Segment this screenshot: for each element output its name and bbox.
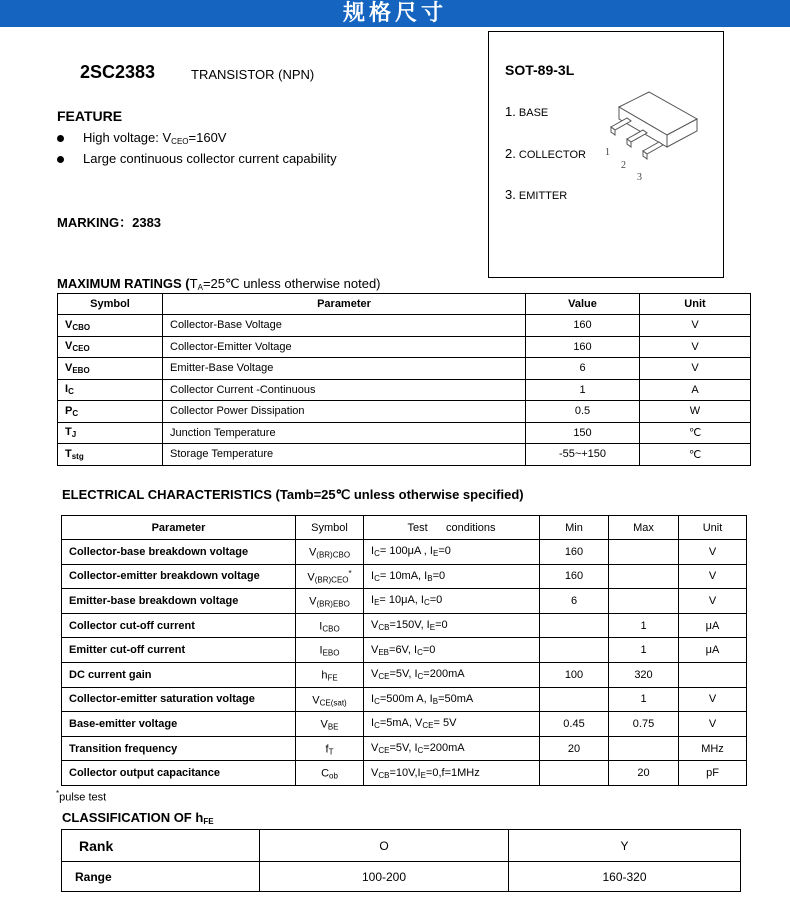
condition-cell: $V_{CB}=10V,I_E=0,f=1MHz$ bbox=[364, 761, 540, 786]
col-header: Symbol bbox=[296, 516, 364, 540]
col-header: Min bbox=[540, 516, 609, 540]
param-cell: Collector-base breakdown voltage bbox=[62, 540, 296, 565]
param-cell: Collector output capacitance bbox=[62, 761, 296, 786]
param-cell: Junction Temperature bbox=[163, 422, 526, 444]
pin-number: 1 bbox=[605, 147, 610, 158]
param-cell: Emitter cut-off current bbox=[62, 638, 296, 663]
symbol-cell: $V_{(BR)CEO}^*$ bbox=[296, 564, 364, 589]
max-ratings-table bbox=[57, 293, 751, 466]
max-cell: 1 bbox=[609, 613, 679, 638]
table-row bbox=[62, 830, 741, 862]
condition-cell: $I_C=5mA$, $V_{CE}= 5V$ bbox=[364, 712, 540, 737]
col-header: Max bbox=[609, 516, 679, 540]
feature-text: Large continuous collector current capability bbox=[83, 151, 337, 166]
value-cell: 160 bbox=[526, 336, 640, 358]
max-cell: 1 bbox=[609, 687, 679, 712]
condition-cell: $V_{CE}=5V$, $I_C=200mA$ bbox=[364, 662, 540, 687]
rank-label: Rank bbox=[62, 830, 260, 862]
symbol-cell: $V_{CE(sat)}$ bbox=[296, 687, 364, 712]
max-cell: 1 bbox=[609, 638, 679, 663]
symbol-cell: $V_{CBO}$ bbox=[58, 315, 163, 337]
symbol-cell: $I_{CBO}$ bbox=[296, 613, 364, 638]
table-row bbox=[58, 315, 751, 337]
unit-cell bbox=[679, 662, 747, 687]
unit-cell: V bbox=[679, 589, 747, 614]
unit-cell: V bbox=[679, 564, 747, 589]
table-row bbox=[62, 687, 747, 712]
symbol-cell: $T_J$ bbox=[58, 422, 163, 444]
param-cell: Collector-emitter saturation voltage bbox=[62, 687, 296, 712]
pin-label: 2. COLLECTOR bbox=[505, 146, 586, 161]
min-cell: 20 bbox=[540, 736, 609, 761]
unit-cell: ℃ bbox=[640, 422, 751, 444]
unit-cell: V bbox=[679, 540, 747, 565]
table-header-row bbox=[58, 294, 751, 315]
unit-cell: V bbox=[640, 315, 751, 337]
electrical-title: ELECTRICAL CHARACTERISTICS (Tamb=25℃ unless otherwise specified) bbox=[62, 487, 524, 502]
feature-title: FEATURE bbox=[57, 108, 123, 124]
condition-cell: $V_{CB}=150V$, $I_E=0$ bbox=[364, 613, 540, 638]
param-cell: Emitter-Base Voltage bbox=[163, 358, 526, 380]
min-cell: 100 bbox=[540, 662, 609, 687]
unit-cell: MHz bbox=[679, 736, 747, 761]
symbol-cell: $I_C$ bbox=[58, 379, 163, 401]
symbol-cell: $V_{(BR)EBO}$ bbox=[296, 589, 364, 614]
symbol-cell: $I_{EBO}$ bbox=[296, 638, 364, 663]
pin-label: 3. EMITTER bbox=[505, 187, 568, 202]
value-cell: 160 bbox=[526, 315, 640, 337]
feature-text: High voltage: V bbox=[83, 130, 172, 145]
max-cell bbox=[609, 736, 679, 761]
unit-cell: V bbox=[679, 687, 747, 712]
param-cell: DC current gain bbox=[62, 662, 296, 687]
param-cell: Transition frequency bbox=[62, 736, 296, 761]
table-row bbox=[62, 862, 741, 892]
max-ratings-title: MAXIMUM RATINGS ($T_A=25℃$ unless otherwise noted) bbox=[57, 276, 381, 292]
range-label: Range bbox=[62, 862, 260, 892]
symbol-cell: $V_{CEO}$ bbox=[58, 336, 163, 358]
value-cell: 6 bbox=[526, 358, 640, 380]
value-cell: 150 bbox=[526, 422, 640, 444]
pin-number: 2 bbox=[621, 160, 626, 171]
unit-cell: V bbox=[679, 712, 747, 737]
max-cell: 0.75 bbox=[609, 712, 679, 737]
table-row bbox=[62, 564, 747, 589]
condition-cell: $I_C=500m$ A, $I_B=50mA$ bbox=[364, 687, 540, 712]
classification-table bbox=[61, 829, 741, 892]
table-row bbox=[62, 613, 747, 638]
range-cell: 100-200 bbox=[260, 862, 509, 892]
pulse-note: *pulse test bbox=[56, 789, 107, 804]
rank-cell: Y bbox=[509, 830, 741, 862]
symbol-cell: $V_{EBO}$ bbox=[58, 358, 163, 380]
condition-cell: $V_{CE}=5V$, $I_C=200mA$ bbox=[364, 736, 540, 761]
table-row bbox=[62, 589, 747, 614]
package-box bbox=[488, 31, 724, 278]
feature-sub: CEO bbox=[171, 137, 189, 146]
unit-cell: ℃ bbox=[640, 444, 751, 466]
min-cell: 6 bbox=[540, 589, 609, 614]
unit-cell: A bbox=[640, 379, 751, 401]
table-row bbox=[62, 638, 747, 663]
min-cell bbox=[540, 638, 609, 663]
condition-cell: $I_C= 100\mu A$ , $I_E=0$ bbox=[364, 540, 540, 565]
classification-title: CLASSIFICATION OF $h_{FE}$ bbox=[62, 810, 214, 826]
unit-cell: W bbox=[640, 401, 751, 423]
symbol-cell: $C_{ob}$ bbox=[296, 761, 364, 786]
value-cell: -55~+150 bbox=[526, 444, 640, 466]
symbol-cell: $f_T$ bbox=[296, 736, 364, 761]
unit-cell: V bbox=[640, 336, 751, 358]
table-row bbox=[58, 422, 751, 444]
sot89-package-icon bbox=[599, 87, 719, 187]
col-header: Unit bbox=[679, 516, 747, 540]
table-header-row bbox=[62, 516, 747, 540]
table-row bbox=[62, 761, 747, 786]
col-header: Test conditions bbox=[364, 516, 540, 540]
pin-number: 3 bbox=[637, 172, 642, 183]
table-row bbox=[58, 336, 751, 358]
table-row bbox=[58, 358, 751, 380]
table-row bbox=[62, 662, 747, 687]
min-cell: 160 bbox=[540, 564, 609, 589]
feature-item bbox=[57, 130, 226, 146]
symbol-cell: $h_{FE}$ bbox=[296, 662, 364, 687]
pin-label: 1. BASE bbox=[505, 104, 549, 119]
col-header: Symbol bbox=[58, 294, 163, 315]
unit-cell: pF bbox=[679, 761, 747, 786]
table-row bbox=[58, 379, 751, 401]
part-description: TRANSISTOR (NPN) bbox=[191, 67, 315, 82]
min-cell: 160 bbox=[540, 540, 609, 565]
package-title: SOT-89-3L bbox=[505, 62, 575, 78]
range-cell: 160-320 bbox=[509, 862, 741, 892]
table-row bbox=[58, 401, 751, 423]
max-cell: 320 bbox=[609, 662, 679, 687]
unit-cell: μA bbox=[679, 638, 747, 663]
page-banner: 规格尺寸 bbox=[0, 0, 790, 27]
col-header: Unit bbox=[640, 294, 751, 315]
col-header: Value bbox=[526, 294, 640, 315]
param-cell: Collector cut-off current bbox=[62, 613, 296, 638]
max-cell bbox=[609, 564, 679, 589]
electrical-body bbox=[62, 540, 747, 786]
min-cell: 0.45 bbox=[540, 712, 609, 737]
max-cell bbox=[609, 589, 679, 614]
param-cell: Collector-emitter breakdown voltage bbox=[62, 564, 296, 589]
max-cell bbox=[609, 540, 679, 565]
condition-cell: $V_{EB}=6V$, $I_C=0$ bbox=[364, 638, 540, 663]
value-cell: 1 bbox=[526, 379, 640, 401]
marking: MARKING：2383 bbox=[57, 215, 162, 230]
unit-cell: V bbox=[640, 358, 751, 380]
bullet-icon bbox=[57, 135, 64, 142]
param-cell: Storage Temperature bbox=[163, 444, 526, 466]
table-row bbox=[58, 444, 751, 466]
symbol-cell: $V_{BE}$ bbox=[296, 712, 364, 737]
feature-after: =160V bbox=[188, 130, 227, 145]
param-cell: Collector-Emitter Voltage bbox=[163, 336, 526, 358]
part-number: 2SC2383 bbox=[80, 62, 156, 82]
col-header: Parameter bbox=[62, 516, 296, 540]
symbol-cell: $P_C$ bbox=[58, 401, 163, 423]
table-row bbox=[62, 540, 747, 565]
param-cell: Base-emitter voltage bbox=[62, 712, 296, 737]
symbol-cell: $T_{stg}$ bbox=[58, 444, 163, 466]
col-header: Parameter bbox=[163, 294, 526, 315]
table-row bbox=[62, 712, 747, 737]
min-cell bbox=[540, 761, 609, 786]
max-cell: 20 bbox=[609, 761, 679, 786]
param-cell: Collector Current -Continuous bbox=[163, 379, 526, 401]
min-cell bbox=[540, 613, 609, 638]
param-cell: Collector Power Dissipation bbox=[163, 401, 526, 423]
table-row bbox=[62, 736, 747, 761]
bullet-icon bbox=[57, 156, 64, 163]
symbol-cell: $V_{(BR)CBO}$ bbox=[296, 540, 364, 565]
condition-cell: $I_C= 10mA$, $I_B=0$ bbox=[364, 564, 540, 589]
rank-cell: O bbox=[260, 830, 509, 862]
electrical-table bbox=[61, 515, 747, 786]
condition-cell: $I_E= 10\mu A$, $I_C=0$ bbox=[364, 589, 540, 614]
value-cell: 0.5 bbox=[526, 401, 640, 423]
unit-cell: μA bbox=[679, 613, 747, 638]
min-cell bbox=[540, 687, 609, 712]
param-cell: Emitter-base breakdown voltage bbox=[62, 589, 296, 614]
param-cell: Collector-Base Voltage bbox=[163, 315, 526, 337]
feature-item bbox=[57, 151, 337, 166]
